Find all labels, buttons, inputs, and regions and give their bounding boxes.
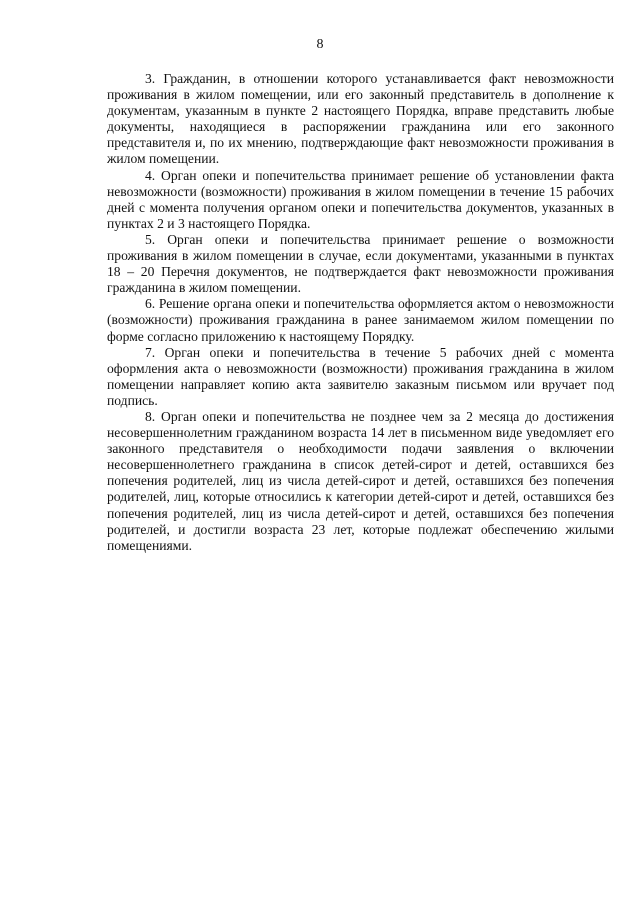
paragraph-8: 8. Орган опеки и попечительства не позднее чем за 2 месяца до достижения несовершеннолетним гражданином возраста 14 лет в письменном виде уведомляет его законного представителя о необходимости подачи заявления о включении несовершеннолетнего гражданина в список детей-сирот и детей, оставшихся без попечения родителей, лиц из числа детей-сирот и детей, оставшихся без попечения родителей, лиц, которые относились к категории детей-сирот и детей, оставшихся без попечения родителей, лиц из числа детей-сирот и детей, оставшихся без попечения родителей, и достигли возраста 23 лет, которые подлежат обеспечению жилыми помещениями. xyxy=(107,408,614,553)
paragraph-3: 3. Гражданин, в отношении которого устанавливается факт невозможности проживания в жилом помещении, или его законный представитель в дополнение к документам, указанным в пункте 2 настоящего Порядка, вправе представить любые документы, находящиеся в распоряжении гражданина или его законного представителя и, по их мнению, подтверждающие факт невозможности проживания в жилом помещении. xyxy=(107,71,614,167)
paragraph-6: 6. Решение органа опеки и попечительства оформляется актом о невозможности (возможности) проживания гражданина в ранее занимаемом жилом помещении по форме согласно приложению к настоящему Порядку. xyxy=(107,296,614,344)
paragraph-7: 7. Орган опеки и попечительства в течение 5 рабочих дней с момента оформления акта о невозможности (возможности) проживания гражданина в жилом помещении направляет копию акта заявителю заказным письмом или вручает под подпись. xyxy=(107,344,614,408)
document-body xyxy=(107,71,614,554)
paragraph-5: 5. Орган опеки и попечительства принимает решение о возможности проживания в жилом помещении в случае, если документами, указанными в пунктах 18 – 20 Перечня документов, не подтверждается факт невозможности проживания гражданина в жилом помещении. xyxy=(107,231,614,296)
page-number: 8 xyxy=(316,37,324,52)
paragraph-4: 4. Орган опеки и попечительства принимает решение об установлении факта невозможности (возможности) проживания в жилом помещении в течение 15 рабочих дней с момента получения органом опеки и попечительства документов, указанных в пунктах 2 и 3 настоящего Порядка. xyxy=(107,167,614,231)
